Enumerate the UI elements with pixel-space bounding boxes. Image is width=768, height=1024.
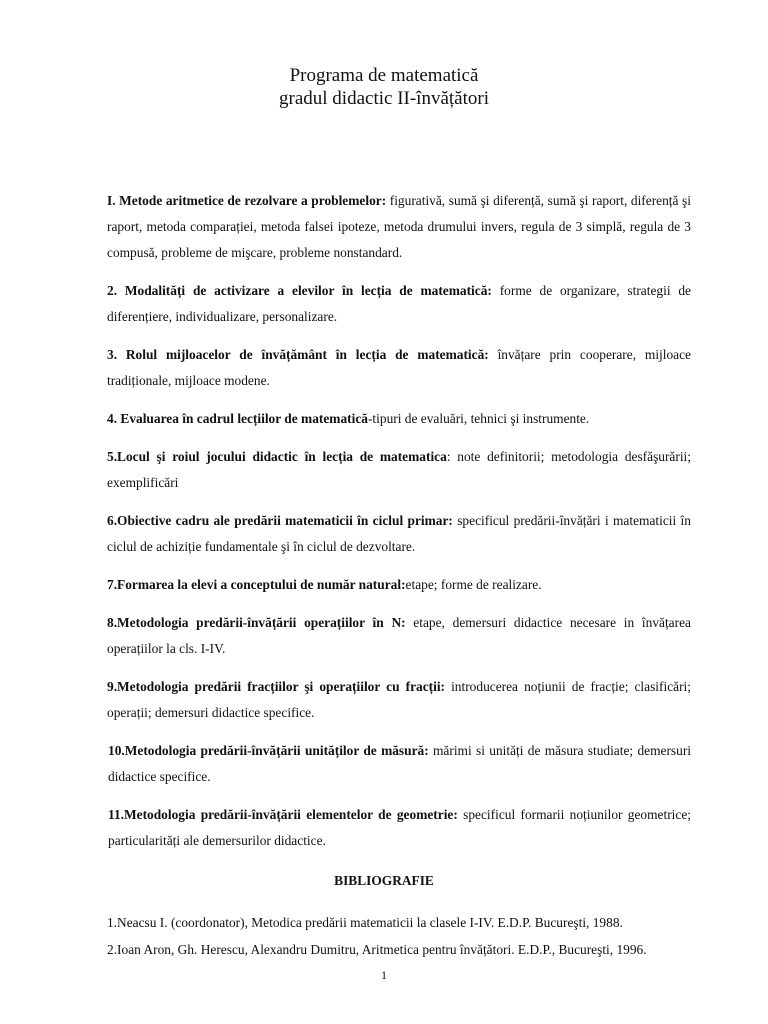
section-item: [107, 278, 691, 330]
section-item: [107, 342, 691, 394]
section-heading: 11.Metodologia predării-învățării elementelor de geometrie:: [108, 807, 458, 822]
bibliography-entry: 2.Ioan Aron, Gh. Herescu, Alexandru Dumitru, Aritmetica pentru învățători. E.D.P., Bucureşti, 1996.: [107, 942, 647, 957]
section-heading: 5.Locul şi roiul jocului didactic în lecția de matematica: [107, 449, 447, 464]
bibliography-heading: BIBLIOGRAFIE: [334, 873, 434, 888]
section-item: [107, 572, 691, 598]
syllabus-sections: [107, 188, 691, 866]
section-text: etape; forme de realizare.: [405, 577, 542, 592]
section-item: [107, 188, 691, 266]
document-title: [0, 64, 768, 110]
section-text: specificul predării-învățări i matematicii în ciclul de achiziție fundamentale şi în ciclul de dezvoltare.: [107, 513, 691, 554]
section-text: : note definitorii; metodologia desfăşurării; exemplificări: [107, 449, 691, 490]
section-text: forme de organizare, strategii de diferențiere, individualizare, personalizare.: [107, 283, 691, 324]
bibliography-list: [107, 909, 707, 963]
section-text: etape, demersuri didactice necesare in învățarea operațiilor la cls. I-IV.: [107, 615, 691, 656]
section-text: -tipuri de evaluări, tehnici şi instrumente.: [367, 411, 590, 426]
section-text: mărimi si unități de măsura studiate; demersuri didactice specifice.: [108, 743, 691, 784]
section-item: [107, 610, 691, 662]
section-heading: 7.Formarea la elevi a conceptului de număr natural:: [107, 577, 406, 592]
section-item: [107, 802, 691, 854]
section-heading: 3. Rolul mijloacelor de învățământ în lecția de matematică:: [107, 347, 489, 362]
section-text: figurativă, sumă şi diferență, sumă şi raport, diferență şi raport, metoda comparației, metoda falsei ipoteze, metoda drumului invers, regula de 3 simplă, regula de 3 compusă, probleme de mişcare, probleme nonstandard.: [107, 193, 691, 260]
section-heading: 4. Evaluarea în cadrul lecțiilor de matematică: [107, 411, 368, 426]
bibliography-entry: 1.Neacsu I. (coordonator), Metodica predării matematicii la clasele I-IV. E.D.P. Bucureşti, 1988.: [107, 915, 623, 930]
section-heading: 9.Metodologia predării fracțiilor şi operațiilor cu fracții:: [107, 679, 446, 694]
page-number: 1: [381, 968, 387, 982]
section-item: [107, 508, 691, 560]
section-text: specificul formarii noțiunilor geometrice; particularități ale demersurilor didactice.: [108, 807, 691, 848]
section-heading: 2. Modalități de activizare a elevilor în lecția de matematică:: [107, 283, 492, 298]
section-heading: 6.Obiective cadru ale predării matematicii în ciclul primar:: [107, 513, 453, 528]
section-item: [107, 444, 691, 496]
section-heading: 8.Metodologia predării-învățării operațiilor în N:: [107, 615, 406, 630]
section-item: [107, 674, 691, 726]
section-heading: 10.Metodologia predării-învățării unităților de măsură:: [108, 743, 429, 758]
section-text: introducerea noțiunii de fracție; clasificări; operații; demersuri didactice specifice.: [107, 679, 691, 720]
section-item: [107, 738, 691, 790]
section-text: învățare prin cooperare, mijloace tradiționale, mijloace modene.: [107, 347, 692, 388]
title-line-1: Programa de matematică: [289, 65, 479, 86]
section-heading: I. Metode aritmetice de rezolvare a problemelor:: [107, 193, 387, 208]
title-line-2: gradul didactic II-învățători: [279, 88, 489, 109]
section-item: [107, 406, 691, 432]
